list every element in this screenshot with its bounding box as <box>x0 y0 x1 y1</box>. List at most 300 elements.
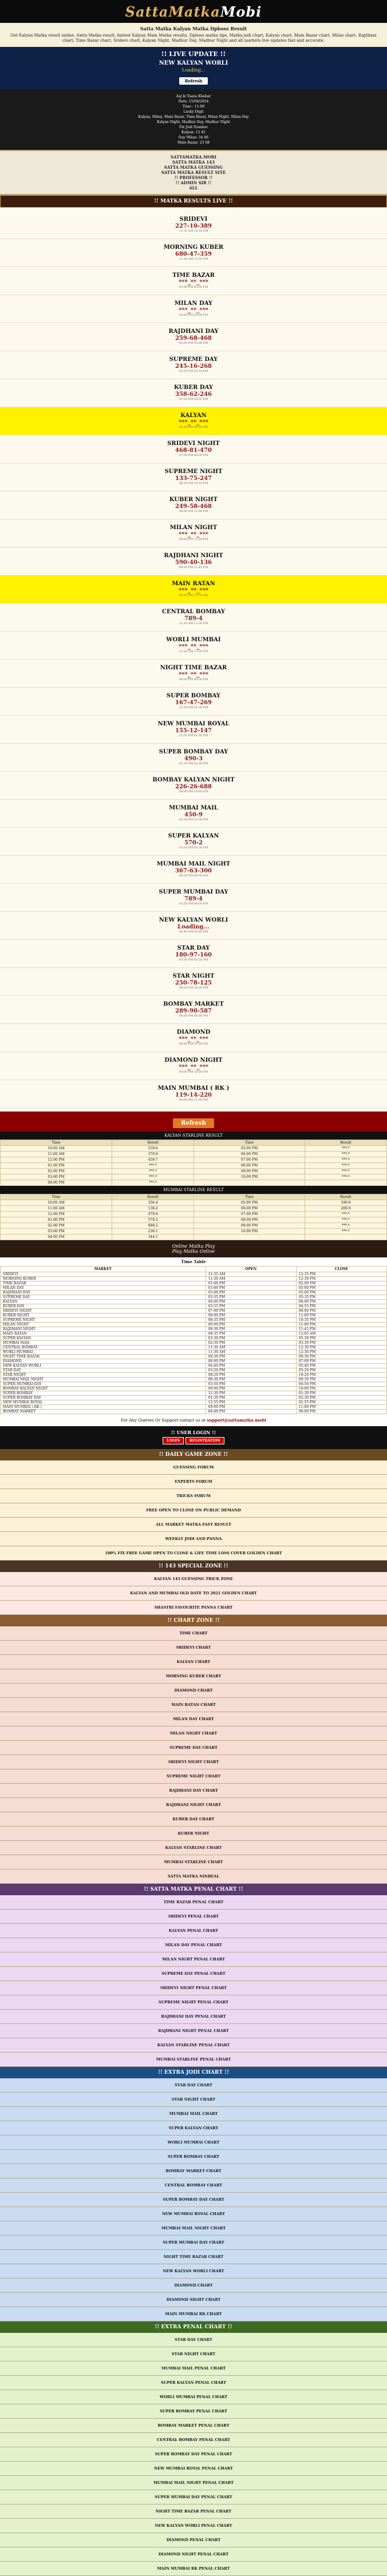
table-cell: 344-1 <box>112 1235 194 1240</box>
zone-link[interactable]: KALYAN PENAL CHART <box>0 1924 387 1938</box>
zones <box>0 1449 387 2576</box>
zone-link[interactable]: SATTA MATKA NINREAL <box>0 1870 387 1884</box>
market-name[interactable]: STAR NIGHT <box>172 973 215 979</box>
zone-link[interactable]: SUPREME NIGHT CHART <box>0 1769 387 1784</box>
market-name[interactable]: SRIDEVI NIGHT <box>167 440 220 447</box>
table-header-row <box>1 1267 387 1272</box>
table-cell: 11:30 AM <box>206 1277 296 1281</box>
table-header-row <box>1 1194 387 1200</box>
table-row <box>1 1146 387 1152</box>
register-button[interactable]: REGISTRATION <box>185 1437 224 1444</box>
zone-link[interactable]: CENTRAL BOMBAY PENAL CHART <box>0 2433 387 2447</box>
table-cell: KUBER DAY <box>1 1304 206 1309</box>
table-cell: 04:00 PM <box>206 1300 296 1304</box>
market-name[interactable]: KALYAN <box>180 412 207 419</box>
table-cell: 138-2 <box>112 1206 194 1212</box>
logo-text-suffix: Mobi <box>220 3 262 20</box>
result-item <box>0 1052 387 1080</box>
table-cell: RAJDHANI NIGHT <box>1 1327 206 1332</box>
table-header: Result <box>112 1140 194 1146</box>
zone-link[interactable]: MILAN DAY CHART <box>0 1712 387 1726</box>
refresh-button[interactable]: Refresh <box>173 1118 214 1128</box>
table-row <box>1 1206 387 1212</box>
result-item <box>0 632 387 660</box>
result-item <box>0 239 387 267</box>
zone-link[interactable]: WORLI MUMBAI PENAL CHART <box>0 2390 387 2404</box>
zone-header: !! SATTA MATKA PENAL CHART !! <box>0 1884 387 1895</box>
result-item <box>0 267 387 295</box>
table-cell: 07:00 PM <box>194 1157 305 1163</box>
table-row <box>1 1350 387 1355</box>
market-name[interactable]: RAJDHANI DAY <box>168 328 219 335</box>
table-cell: RAJDHANI DAY <box>1 1291 206 1295</box>
table-cell: MAIN MUMBAI ( RK ) <box>1 1405 206 1410</box>
zone-link[interactable]: DIAMOND NIGHT PENAL CHART <box>0 2547 387 2562</box>
table-cell: 11:00 PM <box>296 1313 386 1318</box>
market-time: 02:30 PM 03:30 PM <box>179 818 208 821</box>
market-name[interactable]: RAJDHANI NIGHT <box>164 553 223 559</box>
zone-link[interactable]: TRICKS FORUM <box>0 1489 387 1503</box>
table-cell: 12:30 PM <box>296 1345 386 1350</box>
market-result: 289-90-587 <box>175 1008 212 1014</box>
table-cell: 09:30 PM <box>296 1355 386 1359</box>
market-name[interactable]: SUPER BOMBAY <box>166 693 221 699</box>
zone-link[interactable]: SRIDEVI NIGHT PENAL CHART <box>0 1981 387 1995</box>
market-name[interactable]: MUMBAI MAIL NIGHT <box>156 861 231 867</box>
zone-link[interactable]: SHASTRI FAVOURITE PANNA CHART <box>0 1601 387 1615</box>
table-cell: 09:00 PM <box>194 1223 305 1229</box>
zone-link[interactable]: FREE OPEN TO CLOSE ON PUBLIC DEMAND <box>0 1503 387 1518</box>
zone-link[interactable]: MUMBAI STARLINE PENAL CHART <box>0 2053 387 2067</box>
zone-link[interactable]: SUPER BOMBAY CHART <box>0 2150 387 2164</box>
market-name[interactable]: DIAMOND <box>176 1029 211 1035</box>
zone-link[interactable]: MILAN DAY PENAL CHART <box>0 1938 387 1952</box>
zone-header: !! CHART ZONE !! <box>0 1615 387 1626</box>
market-name[interactable]: SUPREME NIGHT <box>164 469 223 475</box>
result-item <box>0 940 387 968</box>
table-cell: 688-2 <box>112 1223 194 1229</box>
table-cell: 09:00 PM <box>194 1169 305 1174</box>
table-cell: 01:30 PM <box>296 1391 386 1396</box>
table-row <box>1 1152 387 1157</box>
zone-link[interactable]: KALYAN AND MUMBAI OLD DATE TO 2021 GOLDEN CHART <box>0 1586 387 1601</box>
site-logo[interactable] <box>125 3 262 20</box>
info-line: Aaj ki Taaza Khabar <box>176 94 211 98</box>
zone-link[interactable]: SRIDEVI CHART <box>0 1641 387 1655</box>
zone-link[interactable]: MAIN RATAN CHART <box>0 1698 387 1712</box>
table-row <box>1 1281 387 1286</box>
zone-link[interactable]: MORNING KUBER CHART <box>0 1669 387 1684</box>
table-cell: 09:00 PM <box>206 1387 296 1391</box>
table-row <box>1 1396 387 1400</box>
table-cell: 03:20 PM <box>206 1368 296 1373</box>
support-note <box>0 1414 387 1426</box>
zone-link[interactable]: RAJDHANI DAY PENAL CHART <box>0 2010 387 2024</box>
table-cell: 02:30 PM <box>296 1396 386 1400</box>
table-cell: 09:00 PM <box>206 1313 296 1318</box>
zone-link[interactable]: STAR DAY CHART <box>0 2333 387 2347</box>
table-cell: TIME BAZAR <box>1 1281 206 1286</box>
table-row <box>1 1217 387 1223</box>
market-time: 07:00 PM 08:00 PM <box>179 454 208 457</box>
table-cell <box>305 1235 386 1240</box>
zone-link[interactable]: GUESSING FORUM <box>0 1460 387 1475</box>
table-header: Time <box>194 1194 305 1200</box>
table-cell: ***-* <box>305 1223 386 1229</box>
market-name[interactable]: WORLI MUMBAI <box>166 637 221 643</box>
zone-link[interactable]: NEW KALYAN WORLI CHART <box>0 2264 387 2279</box>
table-row <box>1 1368 387 1373</box>
table-cell: 08:35 PM <box>206 1318 296 1323</box>
table-cell: NIGHT TIME BAZAR <box>1 1355 206 1359</box>
zone-link[interactable]: SUPER MUMBAI DAY PENAL CHART <box>0 2490 387 2504</box>
table-row <box>1 1304 387 1309</box>
market-name[interactable]: MILAN NIGHT <box>169 525 218 531</box>
table-cell: CENTRAL BOMBAY <box>1 1345 206 1350</box>
market-name[interactable]: BOMBAY MARKET <box>163 1001 224 1007</box>
zone-link[interactable]: RAJDHANI DAY CHART <box>0 1784 387 1798</box>
zone-link[interactable]: STAR NIGHT CHART <box>0 2347 387 2361</box>
table-cell: 07:00 PM <box>296 1359 386 1364</box>
market-time: 08:30 PM 09:30 PM <box>179 678 208 681</box>
zone-link[interactable]: WORLI MUMBAI CHART <box>0 2136 387 2150</box>
support-email[interactable]: support@sattamatka.mobi <box>207 1418 266 1423</box>
table-cell: 03:50 PM <box>206 1382 296 1387</box>
table-cell: 11:00 PM <box>296 1405 386 1410</box>
market-time: 03:35 PM 05:35 PM <box>179 370 208 373</box>
table-cell: 05:00 PM <box>194 1146 305 1152</box>
table-cell: 06:00 PM <box>194 1152 305 1157</box>
market-name[interactable]: KUBER DAY <box>174 384 213 391</box>
table-row <box>1 1378 387 1382</box>
zone-link[interactable]: SUPER MUMBAI DAY CHART <box>0 2236 387 2250</box>
starline2-caption: MUMBAI STARLINE RESULT <box>0 1186 387 1194</box>
table-cell: ***-* <box>305 1163 386 1169</box>
market-result: 226-26-688 <box>175 784 212 790</box>
market-time: 09:00 PM 10:00 PM <box>179 1070 208 1074</box>
table-row <box>1 1180 387 1186</box>
market-result: 250-78-125 <box>175 980 212 986</box>
table-cell: 07:00 PM <box>206 1309 296 1313</box>
market-result: ***_**_*** <box>179 644 208 650</box>
table-cell: 08:00 PM <box>296 1309 386 1313</box>
table-cell: 10:00 PM <box>296 1387 386 1391</box>
table-cell: 259-6 <box>112 1146 194 1152</box>
market-time: 04:00 PM 06:00 PM <box>179 426 208 429</box>
market-name[interactable]: CENTRAL BOMBAY <box>161 609 225 615</box>
table-cell <box>194 1235 305 1240</box>
login-button[interactable]: LOGIN <box>163 1437 184 1444</box>
market-result: 249-58-468 <box>175 503 212 510</box>
market-result: ***_**_*** <box>179 672 208 678</box>
zone-link[interactable]: SUPER BOMBAY DAY PENAL CHART <box>0 2447 387 2462</box>
zone-link[interactable]: SUPER KALYAN PENAL CHART <box>0 2376 387 2390</box>
zone-link[interactable]: SRIDEVI PENAL CHART <box>0 1910 387 1924</box>
table-cell: ***-* <box>305 1157 386 1163</box>
market-name[interactable]: MUMBAI MAIL <box>169 805 218 811</box>
market-time: 03:20 PM 05:20 PM <box>179 958 208 962</box>
result-item <box>0 211 387 239</box>
table-cell: ***-* <box>305 1152 386 1157</box>
table-cell: ***-* <box>112 1163 194 1169</box>
zone-link[interactable]: KUBER NIGHT <box>0 1827 387 1841</box>
market-result: 468-81-470 <box>175 447 212 454</box>
zone-link[interactable]: NEW MUMBAI ROYAL PENAL CHART <box>0 2462 387 2476</box>
result-item <box>0 295 387 323</box>
intro-title: Satta Matka Kalyan Matka Dpboss Result <box>140 26 247 31</box>
market-name[interactable]: MORNING KUBER <box>163 244 224 251</box>
table-row <box>1 1174 387 1180</box>
table-row <box>1 1212 387 1217</box>
live-title: !! LIVE UPDATE !! <box>161 50 226 58</box>
table-row <box>1 1355 387 1359</box>
market-name[interactable]: NIGHT TIME BAZAR <box>160 665 227 671</box>
table-cell: NEW KALYAN WORLI <box>1 1364 206 1368</box>
zone-link[interactable]: MUMBAI MAIL CHART <box>0 2107 387 2121</box>
zone-link[interactable]: ALL MARKET MATKA FAST RESULT <box>0 1518 387 1532</box>
table-cell: 11:00 AM <box>1 1206 112 1212</box>
market-name[interactable]: DIAMOND NIGHT <box>164 1057 223 1063</box>
zone-link[interactable]: MILAN NIGHT PENAL CHART <box>0 1952 387 1967</box>
zone-link[interactable]: KALYAN STARLINE PENAL CHART <box>0 2038 387 2053</box>
table-row <box>1 1359 387 1364</box>
market-result: 119-14-220 <box>175 1092 212 1098</box>
result-item <box>0 547 387 575</box>
table-row <box>1 1327 387 1332</box>
zone-link[interactable]: SUPER KALYAN CHART <box>0 2121 387 2136</box>
table-cell: 05:00 PM <box>194 1200 305 1206</box>
table-cell: 09:00 PM <box>206 1405 296 1410</box>
zone-link[interactable]: BOMBAY MARKET CHART <box>0 2164 387 2178</box>
market-name[interactable]: NEW KALYAN WORLI <box>159 917 228 923</box>
info-section <box>0 89 387 150</box>
table-cell: 11:00 AM <box>1 1152 112 1157</box>
market-result: ***_**_*** <box>179 1064 208 1070</box>
market-time: 03:55 PM 04:55 PM <box>179 398 208 401</box>
result-item <box>0 519 387 547</box>
result-item <box>0 744 387 772</box>
result-item <box>0 351 387 379</box>
table-header-row <box>1 1140 387 1146</box>
table-cell: ***-* <box>305 1146 386 1152</box>
market-result: ***_**_*** <box>179 531 208 538</box>
info-line: Time : 11:00 <box>182 105 205 109</box>
market-result: ***_**_*** <box>179 588 208 594</box>
zone-link[interactable]: CENTRAL BOMBAY CHART <box>0 2178 387 2193</box>
zone-link[interactable]: MUMBAI STARLINE CHART <box>0 1855 387 1870</box>
zone-link[interactable]: SUPREME DAY PENAL CHART <box>0 1967 387 1981</box>
table-cell: 07:00 PM <box>194 1212 305 1217</box>
market-result: 133-75-247 <box>175 475 212 482</box>
table-cell: ***-* <box>305 1169 386 1174</box>
online-play-line1[interactable]: Online Matka Play <box>172 1244 215 1249</box>
table-cell: MORNING KUBER <box>1 1277 206 1281</box>
market-time: 03:00 PM 05:00 PM <box>179 313 208 317</box>
table-cell: ***-* <box>305 1174 386 1180</box>
table-cell: 08:00 PM <box>194 1217 305 1223</box>
zone-link[interactable]: KALYAN CHART <box>0 1655 387 1669</box>
zone-link[interactable]: KALYAN STARLINE CHART <box>0 1841 387 1855</box>
zone-link[interactable]: TIME CHART <box>0 1626 387 1641</box>
zone-link[interactable]: RAJDHANI NIGHT PENAL CHART <box>0 2024 387 2038</box>
market-result: 789-4 <box>184 896 203 902</box>
table-cell: 03:00 PM <box>1 1229 112 1235</box>
table-cell: 03:00 PM <box>206 1286 296 1291</box>
table-row <box>1 1157 387 1163</box>
site-name: ALL <box>189 185 198 190</box>
table-cell: 378-8 <box>112 1152 194 1157</box>
market-name[interactable]: MILAN DAY <box>174 300 213 307</box>
market-result: 167-47-269 <box>175 700 212 706</box>
table-cell: 03:35 PM <box>206 1295 296 1300</box>
table-row <box>1 1382 387 1387</box>
table-cell: 03:30 PM <box>206 1336 296 1341</box>
result-item <box>0 772 387 800</box>
market-name[interactable]: SUPREME DAY <box>169 356 218 363</box>
site-name: SATTA MATKA 143 <box>172 160 215 165</box>
zone-link[interactable]: STAR DAY CHART <box>0 2078 387 2093</box>
result-item <box>0 379 387 407</box>
zone-link[interactable]: NIGHT TIME BAZAR CHART <box>0 2250 387 2264</box>
table-cell: ***-* <box>305 1217 386 1223</box>
zone-link[interactable]: DIAMOND NIGHT CHART <box>0 2293 387 2307</box>
zone-link[interactable]: SUPER BOMBAY PENAL CHART <box>0 2404 387 2419</box>
live-refresh-button[interactable]: Refresh <box>179 77 208 85</box>
zone-link[interactable]: DIAMOND CHART <box>0 1684 387 1698</box>
market-name[interactable]: TIME BAZAR <box>172 272 215 279</box>
zone-header: !! 143 SPECIAL ZONE !! <box>0 1561 387 1572</box>
market-name[interactable]: SUPER KALYAN <box>168 833 219 839</box>
table-header: Result <box>305 1140 386 1146</box>
table-cell: SRIDEVI <box>1 1272 206 1277</box>
zone-link[interactable]: MAIN MUMBAI RK CHART <box>0 2307 387 2321</box>
market-name[interactable]: STAR DAY <box>177 945 210 951</box>
table-cell: SUPREME DAY <box>1 1295 206 1300</box>
table-cell: WORLI MUMBAI <box>1 1350 206 1355</box>
table-row <box>1 1323 387 1327</box>
table-cell: 12:30 PM <box>296 1277 386 1281</box>
zone-link[interactable]: BOMBAY MARKET PENAL CHART <box>0 2419 387 2433</box>
zone-link[interactable]: SUPREME NIGHT PENAL CHART <box>0 1995 387 2010</box>
table-row <box>1 1313 387 1318</box>
zone-link[interactable]: SRIDEVI NIGHT CHART <box>0 1755 387 1769</box>
table-row <box>1 1391 387 1396</box>
market-name[interactable]: BOMBAY KALYAN NIGHT <box>152 777 235 783</box>
zone-link[interactable]: SUPREME DAY CHART <box>0 1741 387 1755</box>
zone-link[interactable]: SUPER BOMBAY DAY CHART <box>0 2193 387 2207</box>
table-cell: 02:00 PM <box>1 1169 112 1174</box>
zone-link[interactable]: KUBER DAY CHART <box>0 1812 387 1827</box>
market-name[interactable]: NEW MUMBAI ROYAL <box>157 721 230 727</box>
zone-link[interactable]: MUMBAI MAIL NIGHT PENAL CHART <box>0 2476 387 2490</box>
zone-link[interactable]: EXPERTS FORUM <box>0 1475 387 1489</box>
table-cell: MAIN RATAN <box>1 1332 206 1336</box>
result-item <box>0 884 387 912</box>
zone-link[interactable]: STAR NIGHT CHART <box>0 2093 387 2107</box>
market-time: 12:55 PM 01:55 PM <box>179 734 208 737</box>
table-cell: 03:30 PM <box>296 1341 386 1345</box>
table-cell: ***-* <box>305 1212 386 1217</box>
market-name[interactable]: KUBER NIGHT <box>169 497 218 503</box>
market-time: 09:30 PM 11:45 PM <box>179 566 208 569</box>
table-header: OPEN <box>206 1267 296 1272</box>
table-cell: 11:30 AM <box>206 1345 296 1350</box>
market-name[interactable]: SRIDEVI <box>179 216 208 223</box>
market-result: 259-68-468 <box>175 335 212 342</box>
market-name[interactable]: SUPER BOMBAY DAY <box>159 749 228 755</box>
zone-link[interactable]: WEEKLY JODI AND PANNA <box>0 1532 387 1546</box>
site-name: SATTA MATKA GUESSING <box>164 165 223 170</box>
table-header: Result <box>305 1194 386 1200</box>
zone-link[interactable]: TIME BAZAR PENAL CHART <box>0 1895 387 1910</box>
market-name[interactable]: SUPER MUMBAI DAY <box>159 889 228 895</box>
zone-link[interactable]: NEW KALYAN WORLI PENAL CHART <box>0 2519 387 2533</box>
site-name: SATTA MATKA RESULT SITE <box>161 170 226 175</box>
result-item <box>0 688 387 716</box>
market-time: 09:00 PM 10:00 PM <box>179 790 208 793</box>
market-name[interactable]: MAIN RATAN <box>172 581 215 587</box>
table-cell: MILAN NIGHT <box>1 1323 206 1327</box>
table-cell: 06:00 PM <box>296 1410 386 1414</box>
zone-link[interactable]: DIAMOND CHART <box>0 2279 387 2293</box>
zone-link[interactable]: NIGHT TIME BAZAR PENAL CHART <box>0 2504 387 2519</box>
table-cell: 05:40 PM <box>296 1364 386 1368</box>
table-cell <box>194 1180 305 1186</box>
zone-link[interactable]: DIAMOND PENAL CHART <box>0 2533 387 2547</box>
market-time: 08:35 PM 10:35 PM <box>179 482 208 485</box>
table-cell: 12:35 PM <box>296 1272 386 1277</box>
table-cell: 08:30 PM <box>206 1355 296 1359</box>
table-header: Time <box>194 1140 305 1146</box>
table-cell: 12:00 PM <box>1 1212 112 1217</box>
table-cell: 10:35 PM <box>296 1318 386 1323</box>
zone-link[interactable]: MUMBAI MAIL NIGHT CHART <box>0 2221 387 2236</box>
zone-header: !! EXTRA JODI CHART !! <box>0 2067 387 2078</box>
zone-link[interactable]: 100% FIX FREE GAME OPEN TO CLOSE & LIFE TIME LOSS COVER GOLDEN CHART <box>0 1546 387 1561</box>
market-result: 490-3 <box>184 756 203 762</box>
intro-text: Get Kalyan Matka result online, Satta Matka result, fastest Kalyan Main Matka results, Dpboss matka tips, Matka jodi chart, Kalyan chart, Main Bazar chart, Milan chart, Rajdhani chart, Time Bazar chart, Sridevi chart, Kalyan Night, Madhur Day, Madhur Night and all markets live updates fast and accurate. <box>10 33 377 43</box>
table-cell: ***-* <box>112 1174 194 1180</box>
table-cell: DIAMOND <box>1 1359 206 1364</box>
table-row <box>1 1387 387 1391</box>
zone-link[interactable]: KALYAN 143 GUESSING TRICK ZONE <box>0 1572 387 1586</box>
table-cell: 11:35 AM <box>206 1272 296 1277</box>
table-row <box>1 1336 387 1341</box>
zone-link[interactable]: MAIN MUMBAI RK PENAL CHART <box>0 2562 387 2576</box>
online-play-line2[interactable]: Play Matka Online <box>172 1249 215 1254</box>
table-row <box>1 1229 387 1235</box>
site-name: !! ADMIN SIR !! <box>175 180 212 185</box>
zone-link[interactable]: MUMBAI MAIL PENAL CHART <box>0 2361 387 2376</box>
starline1-table <box>0 1140 387 1186</box>
market-name[interactable]: MAIN MUMBAI ( RK ) <box>157 1085 230 1091</box>
table-cell: SUPER MUMBAI DAY <box>1 1382 206 1387</box>
result-item <box>0 575 387 604</box>
market-time: 03:50 PM 04:50 PM <box>179 902 208 906</box>
zone-link[interactable]: NEW MUMBAI ROYAL CHART <box>0 2207 387 2221</box>
market-time: 09:35 PM 12:05 AM <box>179 594 208 597</box>
zone-link[interactable]: MILAN NIGHT CHART <box>0 1726 387 1741</box>
table-cell: 04:00 PM <box>206 1410 296 1414</box>
table-cell: 09:30 PM <box>296 1378 386 1382</box>
zone-link[interactable]: RAJDHANI NIGHT CHART <box>0 1798 387 1812</box>
table-cell: 458-7 <box>112 1157 194 1163</box>
result-item <box>0 323 387 351</box>
site-header <box>0 0 387 23</box>
market-time: 09:00 PM 11:00 PM <box>179 538 208 541</box>
table-cell: NEW MUMBAI ROYAL <box>1 1400 206 1405</box>
table-row <box>1 1300 387 1304</box>
